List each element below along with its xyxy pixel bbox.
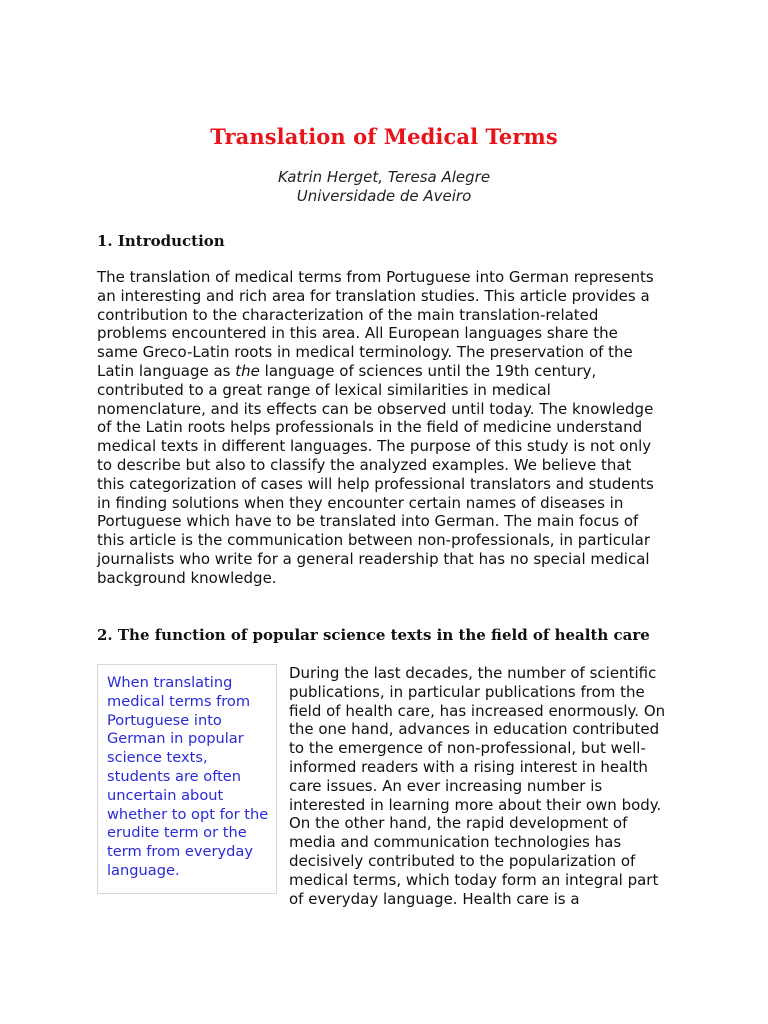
- intro-text-part-1: The translation of medical terms from Portuguese into German represents an interesting and rich area for translation studies. This article provides a contribution to the characterization of the main translation-related problems encountered in this area. All European languages share the same Greco-Latin roots in medical terminology. The preservation of the Latin language as: [97, 268, 654, 380]
- author-affiliation: Universidade de Aveiro: [296, 187, 472, 205]
- section2-body-column: [289, 664, 673, 908]
- section2-paragraph: During the last decades, the number of scientific publications, in particular publications from the field of health care, has increased enormously. On the one hand, advances in education contributed to the emergence of non-professional, but well-informed readers with a rising interest in health care issues. An ever increasing number is interested in learning more about their own body. On the other hand, the rapid development of media and communication technologies has decisively contributed to the popularization of medical terms, which today form an integral part of everyday language. Health care is a: [289, 664, 666, 908]
- pull-quote-text: When translating medical terms from Portuguese into German in popular science texts, students are often uncertain about whether to opt for the erudite term or the term from everyday language.: [107, 674, 269, 879]
- pull-quote-box: [97, 664, 277, 894]
- author-names: Katrin Herget, Teresa Alegre: [277, 168, 491, 186]
- intro-emphasis: the: [235, 361, 260, 380]
- introduction-paragraph: [97, 268, 657, 588]
- section-heading-popular-science: 2. The function of popular science texts in the field of health care: [97, 626, 650, 644]
- intro-text-part-2: language of sciences until the 19th century, contributed to a great range of lexical similarities in medical nomenclature, and its effects can be observed until today. The knowledge of the Latin roots helps professionals in the field of medicine understand medical texts in different languages. The purpose of this study is not only to describe but also to classify the analyzed examples. We believe that this categorization of cases will help professional translators and students in finding solutions when they encounter certain names of diseases in Portuguese which have to be translated into German. The main focus of this article is the communication between non-professionals, in particular journalists who write for a general readership that has no special medical background knowledge.: [97, 361, 654, 587]
- document-title: Translation of Medical Terms: [210, 124, 558, 149]
- section-heading-introduction: 1. Introduction: [97, 232, 225, 250]
- author-block: [0, 168, 768, 206]
